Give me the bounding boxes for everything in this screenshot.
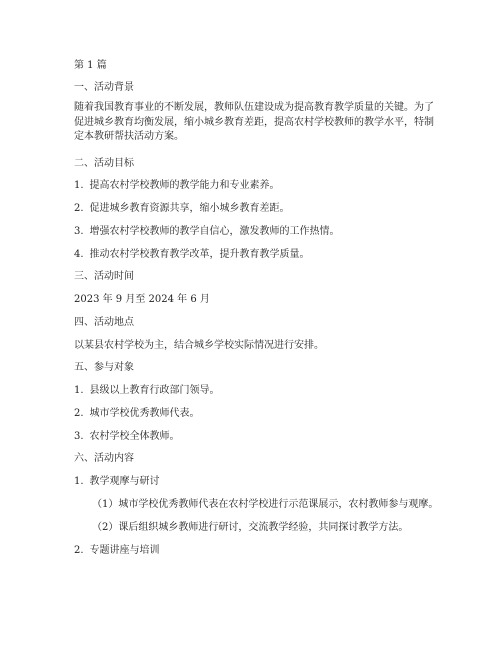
goal-item-text: 促进城乡教育资源共享，缩小城乡教育差距。 <box>89 203 290 214</box>
participant-item-number: 3. <box>74 431 84 442</box>
participant-item <box>74 431 180 443</box>
content-item-number: 2. <box>74 545 84 556</box>
content-subitem: （2）课后组织城乡教师进行研讨，交流教学经验，共同探讨教学方法。 <box>92 522 409 533</box>
section-heading-goals: 二、活动目标 <box>74 158 134 169</box>
goal-item-number: 4. <box>74 249 84 260</box>
section-heading-background: 一、活动背景 <box>74 82 134 93</box>
participant-item <box>74 408 200 420</box>
participant-item-number: 1. <box>74 385 84 396</box>
goal-item-text: 增强农村学校教师的教学自信心，激发教师的工作热情。 <box>89 226 340 237</box>
goal-item <box>74 226 340 238</box>
goal-item <box>74 203 290 215</box>
part-title: 第 1 篇 <box>74 60 107 71</box>
goal-item-text: 推动农村学校教育教学改革，提升教育教学质量。 <box>89 249 310 260</box>
goal-item <box>74 180 280 192</box>
content-item-number: 1. <box>74 476 84 487</box>
participant-item-number: 2. <box>74 408 84 419</box>
participant-item <box>74 385 220 397</box>
content-subitem: （1）城市学校优秀教师代表在农村学校进行示范课展示，农村教师参与观摩。 <box>92 499 439 510</box>
section-heading-location: 四、活动地点 <box>74 317 134 328</box>
participant-item-text: 县级以上教育行政部门领导。 <box>89 385 220 396</box>
content-item-text: 教学观摩与研讨 <box>89 476 160 487</box>
location-text: 以某县农村学校为主，结合城乡学校实际情况进行安排。 <box>74 340 324 351</box>
content-item <box>74 476 160 488</box>
participant-item-text: 城市学校优秀教师代表。 <box>89 408 200 419</box>
goal-item-text: 提高农村学校教师的教学能力和专业素养。 <box>89 180 280 191</box>
section-heading-participants: 五、参与对象 <box>74 362 134 373</box>
participant-item-text: 农村学校全体教师。 <box>89 431 180 442</box>
content-item <box>74 545 160 557</box>
background-paragraph: 随着我国教育事业的不断发展，教师队伍建设成为提高教育教学质量的关键。为了促进城乡教育均衡发展，缩小城乡教育差距，提高农村学校教师的教学水平，特制定本教研帮扶活动方案。 <box>74 102 434 142</box>
goal-item-number: 3. <box>74 226 84 237</box>
content-item-text: 专题讲座与培训 <box>89 545 160 556</box>
goal-item-number: 2. <box>74 203 84 214</box>
section-heading-time: 三、活动时间 <box>74 271 134 282</box>
goal-item-number: 1. <box>74 180 84 191</box>
goal-item <box>74 249 310 261</box>
section-heading-content: 六、活动内容 <box>74 453 134 464</box>
time-text: 2023 年 9 月至 2024 年 6 月 <box>74 294 210 305</box>
